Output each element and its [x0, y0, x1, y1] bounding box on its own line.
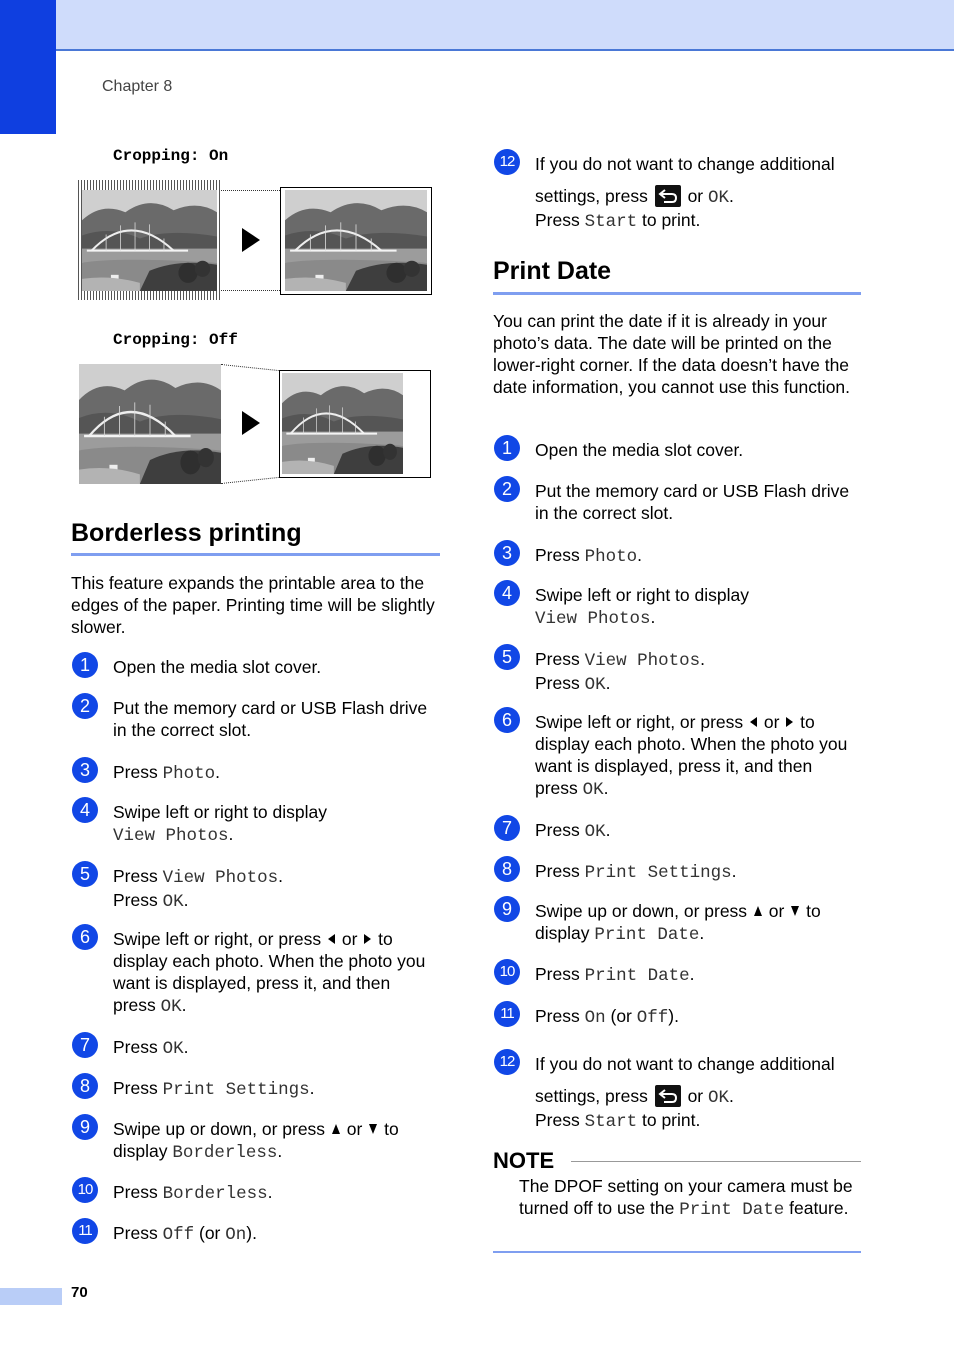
section-title-borderless: Borderless printing	[71, 519, 302, 547]
step-number: 3	[72, 757, 98, 783]
step-number: 9	[494, 896, 520, 922]
step-number: 12	[494, 149, 520, 175]
guide-line	[221, 290, 280, 291]
down-triangle-icon	[369, 1124, 377, 1134]
note-text: The DPOF setting on your camera must be turned off to use the Print Date feature.	[519, 1176, 853, 1220]
step-number: 1	[494, 435, 520, 461]
print-date-intro: You can print the date if it is already in your photo’s data. The date will be printed on the lower-right corner. If the data doesn’t have the date information, you cannot use this function.	[493, 311, 851, 397]
back-arrow-icon[interactable]	[655, 1085, 681, 1107]
step-number: 4	[494, 580, 520, 606]
note-divider	[571, 1161, 861, 1162]
cropping-on-label: Cropping: On	[113, 147, 229, 165]
page-number: 70	[71, 1284, 88, 1301]
step-number: 2	[494, 476, 520, 502]
step-number: 6	[494, 707, 520, 733]
chapter-label: Chapter 8	[102, 78, 173, 95]
source-photo	[79, 364, 221, 484]
note-bottom-rule	[493, 1251, 861, 1253]
source-photo	[82, 190, 217, 291]
step-number: 6	[72, 924, 98, 950]
step-number: 7	[72, 1032, 98, 1058]
step-number: 9	[72, 1114, 98, 1140]
right-triangle-icon	[364, 934, 371, 944]
up-triangle-icon	[332, 1124, 340, 1134]
step-number: 7	[494, 815, 520, 841]
down-triangle-icon	[791, 906, 799, 916]
guide-line	[221, 190, 280, 191]
borderless-intro: This feature expands the printable area to the edges of the paper. Printing time will be slightly slower.	[71, 573, 435, 637]
step-number: 8	[494, 856, 520, 882]
step-number: 1	[72, 652, 98, 678]
step-number: 8	[72, 1073, 98, 1099]
section-title-print-date: Print Date	[493, 257, 612, 285]
fitted-photo	[282, 373, 403, 474]
step-number: 10	[494, 959, 520, 985]
note-title: NOTE	[493, 1148, 555, 1173]
step-number: 11	[494, 1001, 520, 1027]
right-arrow-icon	[242, 411, 260, 435]
page-number-tab	[0, 1288, 62, 1305]
right-arrow-icon	[242, 228, 260, 252]
step-number: 10	[72, 1177, 98, 1203]
right-triangle-icon	[786, 717, 793, 727]
step-number: 11	[72, 1218, 98, 1244]
guide-line	[221, 477, 279, 484]
up-triangle-icon	[754, 906, 762, 916]
cropping-off-label: Cropping: Off	[113, 331, 238, 349]
guide-line	[221, 364, 279, 371]
step-number: 5	[72, 861, 98, 887]
step-number: 12	[494, 1049, 520, 1075]
chapter-tab	[0, 0, 56, 134]
step-number: 4	[72, 797, 98, 823]
step-number: 5	[494, 644, 520, 670]
step-number: 3	[494, 540, 520, 566]
back-arrow-icon[interactable]	[655, 185, 681, 207]
header-band	[0, 0, 954, 51]
left-triangle-icon	[328, 934, 335, 944]
cropped-photo	[285, 190, 427, 291]
section-rule	[493, 292, 861, 295]
left-triangle-icon	[750, 717, 757, 727]
section-rule	[71, 553, 440, 556]
step-number: 2	[72, 693, 98, 719]
